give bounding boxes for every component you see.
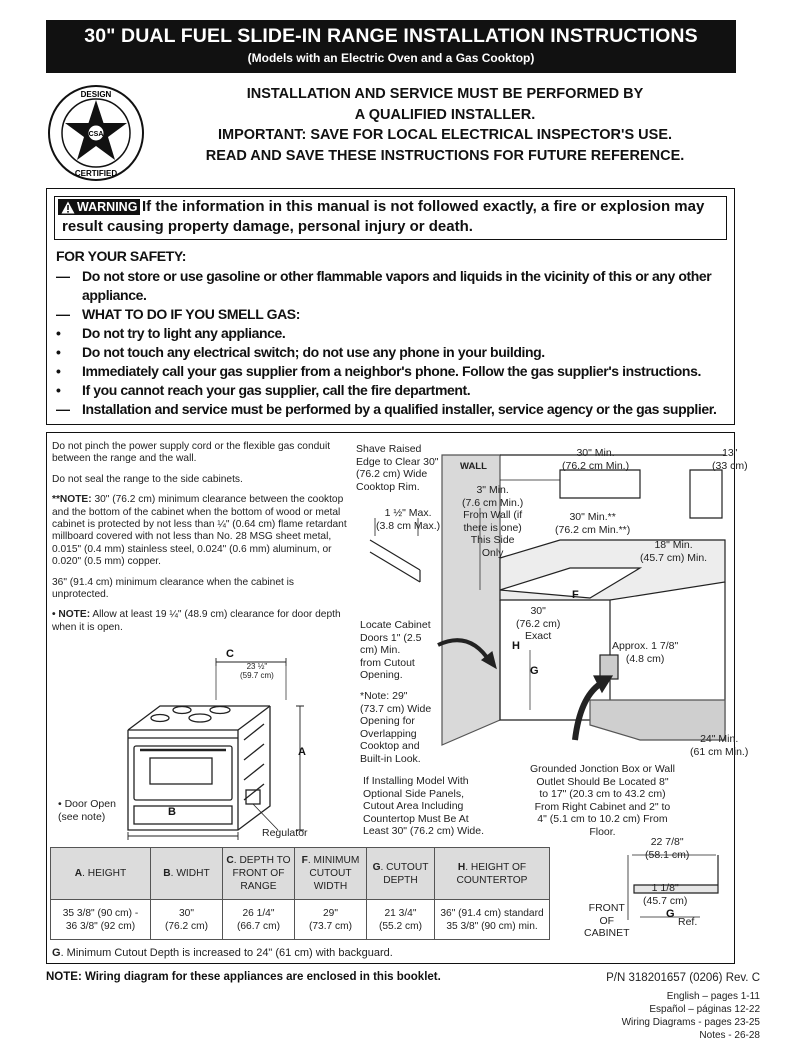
exact-width: 30" (76.2 cm) Exact <box>516 605 561 642</box>
page-index-item: Español – páginas 12-22 <box>649 1004 760 1015</box>
dimension-letter-g: G <box>530 665 539 677</box>
list-item: • If you cannot reach your gas supplier, call the fire department. <box>56 382 471 398</box>
seal-bottom-text: CERTIFIED <box>74 169 118 178</box>
table-header: F. MINIMUM CUTOUT WIDTH <box>295 848 367 900</box>
cutout-depth-note: G. Minimum Cutout Depth is increased to 24" (61 cm) with backguard. <box>52 947 393 959</box>
safety-heading: FOR YOUR SAFETY: <box>56 248 186 264</box>
table-cell: 36" (91.4 cm) standard 35 3/8" (90 cm) min. <box>435 900 550 940</box>
list-item: — Do not store or use gasoline or other flammable vapors and liquids in the vicinity of this or any other appliance. <box>56 268 712 303</box>
list-item: — WHAT TO DO IF YOU SMELL GAS: <box>56 306 300 322</box>
cabinet-doors-note: Locate Cabinet Doors 1" (2.5 cm) Min. from Cutout Opening. <box>360 619 431 681</box>
upper-clearance: 30" Min. (76.2 cm Min.) <box>562 447 630 472</box>
page-index <box>546 990 760 1042</box>
min-24-clearance: 24" Min. (61 cm Min.) <box>690 733 749 758</box>
intro-line: READ AND SAVE THESE INSTRUCTIONS FOR FUTURE REFERENCE. <box>205 147 685 164</box>
intro-line: INSTALLATION AND SERVICE MUST BE PERFORMED BY <box>246 86 644 102</box>
table-cell: 35 3/8" (90 cm) - 36 3/8" (92 cm) <box>51 900 151 940</box>
list-item: • Immediately call your gas supplier from a neighbor's phone. Follow the gas supplier's instructions. <box>56 363 701 379</box>
table-header: H. HEIGHT OF COUNTERTOP <box>435 848 550 900</box>
wiring-diagram-note: NOTE: Wiring diagram for these appliances are enclosed in this booklet. <box>46 971 441 983</box>
seal-top-text: DESIGN <box>80 90 112 99</box>
part-number: P/N 318201657 (0206) Rev. C <box>606 972 760 984</box>
front-of-cabinet-label: FRONT OF CABINET <box>584 902 630 939</box>
document-subtitle: (Models with an Electric Oven and a Gas Cooktop) <box>247 51 535 65</box>
title-banner <box>46 20 736 73</box>
dimension-letter-f: F <box>572 589 579 601</box>
approx-dimension: Approx. 1 7/8" (4.8 cm) <box>612 640 679 665</box>
dimension-letter-h: H <box>512 640 520 652</box>
warning-badge <box>58 199 140 215</box>
dimension-letter-a: A <box>298 746 306 758</box>
note-paragraph: Do not seal the range to the side cabinets. <box>52 473 243 485</box>
page-index-item: Wiring Diagrams - pages 23-25 <box>621 1017 760 1028</box>
seal-center: CSA <box>88 131 104 138</box>
table-header: C. DEPTH TO FRONT OF RANGE <box>223 848 295 900</box>
intro-line: IMPORTANT: SAVE FOR LOCAL ELECTRICAL INSPECTOR'S USE. <box>217 127 673 143</box>
dimension-c-value: 23 ½" (59.7 cm) <box>240 662 274 680</box>
shave-edge-note: Shave Raised Edge to Clear 30" (76.2 cm) Wide Cooktop Rim. <box>356 443 439 493</box>
list-item: • Do not try to light any appliance. <box>56 325 286 341</box>
table-header: A. HEIGHT <box>51 848 151 900</box>
table-cell: 29" (73.7 cm) <box>295 900 367 940</box>
table-header-row <box>51 848 550 900</box>
note-paragraph: Do not pinch the power supply cord or the flexible gas conduit between the range and the wall. <box>52 441 331 465</box>
door-open-label: • Door Open (see note) <box>58 798 116 823</box>
intro-block <box>150 84 740 166</box>
warning-badge-label: WARNING <box>77 200 138 214</box>
countertop-depth-dimension: 22 7/8" (58.1 cm) <box>645 836 690 861</box>
side-panels-note: If Installing Model With Optional Side Panels, Cutout Area Including Countertop Must Be At Least 30" (76.2 cm) Wide. <box>363 775 485 837</box>
page-index-item: Notes - 26-28 <box>699 1030 760 1041</box>
opening-note: *Note: 29" (73.7 cm) Wide Opening for Overlapping Cooktop and Built-in Look. <box>360 690 432 765</box>
list-item: • Do not touch any electrical switch; do not use any phone in your building. <box>56 344 545 360</box>
wall-min-clearance: 3" Min. (7.6 cm Min.) From Wall (if there is one) This Side Only <box>462 484 524 559</box>
warning-text: If the information in this manual is not followed exactly, a fire or explosion may result causing property damage, personal injury or death. <box>62 198 705 235</box>
cabinet-min-clearance: 30" Min.** (76.2 cm Min.**) <box>555 511 631 536</box>
document-title: 30" DUAL FUEL SLIDE-IN RANGE INSTALLATION INSTRUCTIONS <box>84 25 698 47</box>
intro-line: A QUALIFIED INSTALLER. <box>354 106 536 123</box>
page-index-item: English – pages 1-11 <box>666 991 760 1002</box>
dimension-letter-b: B <box>168 806 176 818</box>
min-18-clearance: 18" Min. (45.7 cm) Min. <box>640 539 708 564</box>
dimensions-table <box>50 847 550 940</box>
max-edge-dimension: 1 ½" Max. (3.8 cm Max.) <box>376 507 441 532</box>
safety-list <box>56 246 736 419</box>
dimension-letter-c: C <box>226 648 234 660</box>
rim-dimension: 1 1/8" (45.7 cm) <box>643 882 688 907</box>
list-item: — Installation and service must be performed by a qualified installer, service agency or the gas supplier. <box>56 401 717 417</box>
table-row <box>51 900 550 940</box>
table-header: G. CUTOUT DEPTH <box>367 848 435 900</box>
dimension-letter-g-ref: G <box>666 908 675 920</box>
design-certified-seal <box>47 84 145 182</box>
note-paragraph: **NOTE: 30" (76.2 cm) minimum clearance between the cooktop and the bottom of the cabinet when the bottom of wood or metal cabinet is protected by not less than ¼" (0.64 cm) flame retardant millboard covered with not less than No. 28 MSG sheet metal, 0.015" (0.4 mm) stainless steel, 0.024" (0.6 mm) aluminum, or 0.020" (0.5 mm) copper. <box>52 494 347 568</box>
warning-triangle-icon <box>61 201 75 214</box>
installation-notes <box>52 441 348 642</box>
regulator-label: Regulator <box>262 827 308 839</box>
note-paragraph: 36" (91.4 cm) minimum clearance when the cabinet is unprotected. <box>52 576 294 601</box>
note-paragraph: • NOTE: Allow at least 19 ¼" (48.9 cm) clearance for door depth when it is open. <box>52 609 341 633</box>
table-header: B. WIDHT <box>151 848 223 900</box>
table-cell: 30" (76.2 cm) <box>151 900 223 940</box>
ref-label: Ref. <box>678 916 698 928</box>
side-clearance-13: 13" (33 cm) <box>712 447 748 472</box>
table-cell: 26 1/4" (66.7 cm) <box>223 900 295 940</box>
table-cell: 21 3/4" (55.2 cm) <box>367 900 435 940</box>
wall-label: WALL <box>460 461 487 472</box>
junction-box-note: Grounded Jonction Box or Wall Outlet Should Be Located 8" to 17" (20.3 cm to 43.2 cm) From Right Cabinet and 2" to 4" (5.1 cm to 10.2 cm) From Floor. <box>530 763 675 838</box>
